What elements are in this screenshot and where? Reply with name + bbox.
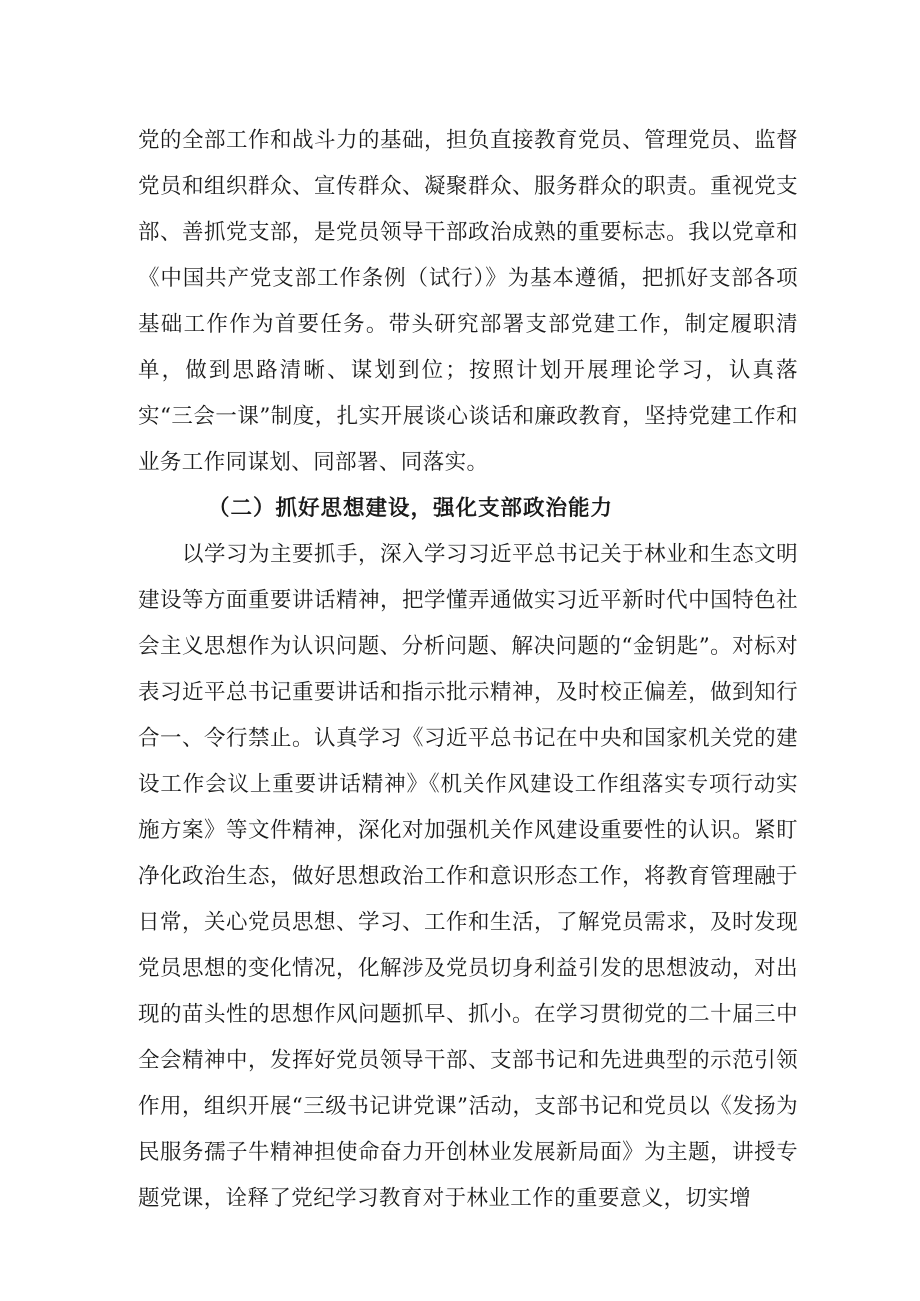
- section-heading-2: （二）抓好思想建设，强化支部政治能力: [208, 496, 614, 521]
- body-paragraph-thought-building: 以学习为主要抓手，深入学习习近平总书记关于林业和生态文明建设等方面重要讲话精神，把学懂弄通做实习近平新时代中国特色社会主义思想作为认识问题、分析问题、解决问题的“金钥匙”。对标对表习近平总书记重要讲话和指示批示精神，及时校正偏差，做到知行合一、令行禁止。认真学习《习近平总书记在中央和国家机关党的建设工作会议上重要讲话精神》《机关作风建设工作组落实专项行动实施方案》等文件精神，深化对加强机关作风建设重要性的认识。紧盯净化政治生态，做好思想政治工作和意识形态工作，将教育管理融于日常，关心党员思想、学习、工作和生活，了解党员需求，及时发现党员思想的变化情况，化解涉及党员切身利益引发的思想波动，对出现的苗头性的思想作风问题抓早、抓小。在学习贯彻党的二十届三中全会精神中，发挥好党员领导干部、支部书记和先进典型的示范引领作用，组织开展“三级书记讲党课”活动，支部书记和党员以《发扬为民服务孺子牛精神担使命奋力开创林业发展新局面》为主题，讲授专题党课，诠释了党纪学习教育对于林业工作的重要意义，切实增: [138, 542, 798, 1211]
- document-body: [138, 118, 798, 1222]
- body-paragraph-continued: 党的全部工作和战斗力的基础，担负直接教育党员、管理党员、监督党员和组织群众、宣传群众、凝聚群众、服务群众的职责。重视党支部、善抓党支部，是党员领导干部政治成熟的重要标志。我以党章和《中国共产党支部工作条例（试行）》为基本遵循，把抓好支部各项基础工作作为首要任务。带头研究部署支部党建工作，制定履职清单，做到思路清晰、谋划到位；按照计划开展理论学习，认真落实“三会一课”制度，扎实开展谈心谈话和廉政教育，坚持党建工作和业务工作同谋划、同部署、同落实。: [138, 128, 798, 475]
